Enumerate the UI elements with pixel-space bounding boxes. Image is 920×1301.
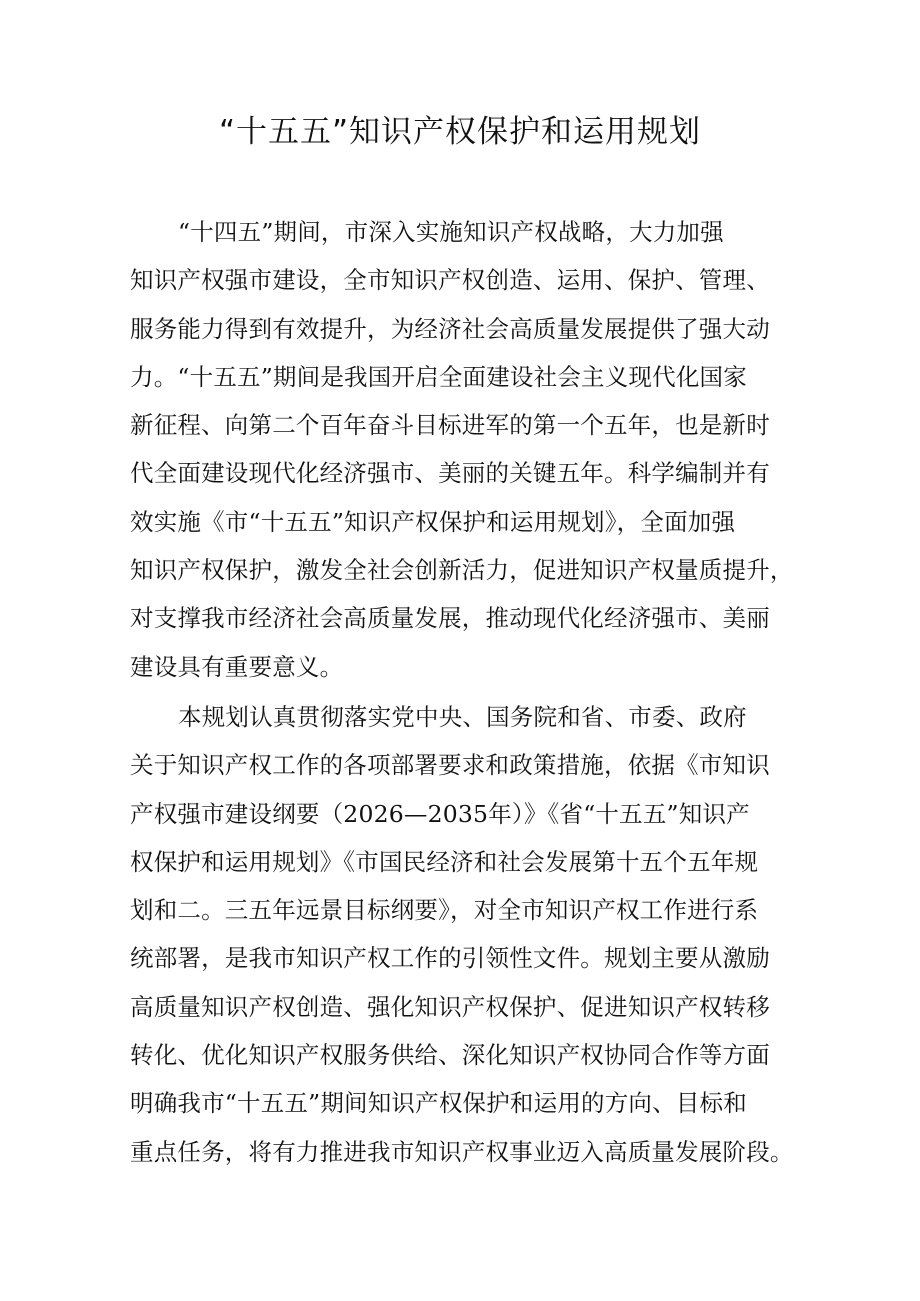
paragraph-line: 重点任务，将有力推进我市知识产权事业迈入高质量发展阶段。 xyxy=(130,1137,794,1166)
paragraph-line: 划和二。三五年远景目标纲要》，对全市知识产权工作进行系 xyxy=(130,896,759,925)
paragraph-line: 关于知识产权工作的各项部署要求和政策措施，依据《市知识 xyxy=(130,751,770,780)
paragraph-line: 本规划认真贯彻落实党中央、国务院和省、市委、政府 xyxy=(178,702,747,731)
paragraph-line: 高质量知识产权创造、强化知识产权保护、促进知识产权转移 xyxy=(130,992,770,1021)
paragraph-line: 新征程、向第二个百年奋斗目标进军的第一个五年，也是新时 xyxy=(130,411,770,440)
paragraph-line: 产权强市建设纲要（2026—2035年）》《省“十五五”知识产 xyxy=(130,799,750,828)
paragraph-line: 知识产权强市建设，全市知识产权创造、运用、保护、管理、 xyxy=(130,266,770,295)
paragraph-line: 知识产权保护，激发全社会创新活力，促进知识产权量质提升， xyxy=(130,556,794,585)
paragraph-1 xyxy=(130,208,802,691)
document-body xyxy=(130,208,802,1176)
paragraph-line: 力。“十五五”期间是我国开启全面建设社会主义现代化国家 xyxy=(130,362,747,391)
paragraph-line: 服务能力得到有效提升，为经济社会高质量发展提供了强大动 xyxy=(130,314,770,343)
paragraph-2 xyxy=(130,693,802,1176)
paragraph-line: 建设具有重要意义。 xyxy=(130,652,344,681)
paragraph-line: 对支撑我市经济社会高质量发展，推动现代化经济强市、美丽 xyxy=(130,604,770,633)
paragraph-line: 权保护和运用规划》《市国民经济和社会发展第十五个五年规 xyxy=(130,847,759,876)
paragraph-line: 明确我市“十五五”期间知识产权保护和运用的方向、目标和 xyxy=(130,1089,747,1118)
paragraph-line: 效实施《市“十五五”知识产权保护和运用规划》，全面加强 xyxy=(130,507,736,536)
paragraph-line: “十四五”期间，市深入实施知识产权战略，大力加强 xyxy=(178,218,724,246)
document-title: “十五五”知识产权保护和运用规划 xyxy=(218,114,702,150)
paragraph-line: 代全面建设现代化经济强市、美丽的关键五年。科学编制并有 xyxy=(130,459,770,488)
paragraph-line: 转化、优化知识产权服务供给、深化知识产权协同合作等方面 xyxy=(130,1041,770,1070)
paragraph-line: 统部署，是我市知识产权工作的引领性文件。规划主要从激励 xyxy=(130,944,770,973)
